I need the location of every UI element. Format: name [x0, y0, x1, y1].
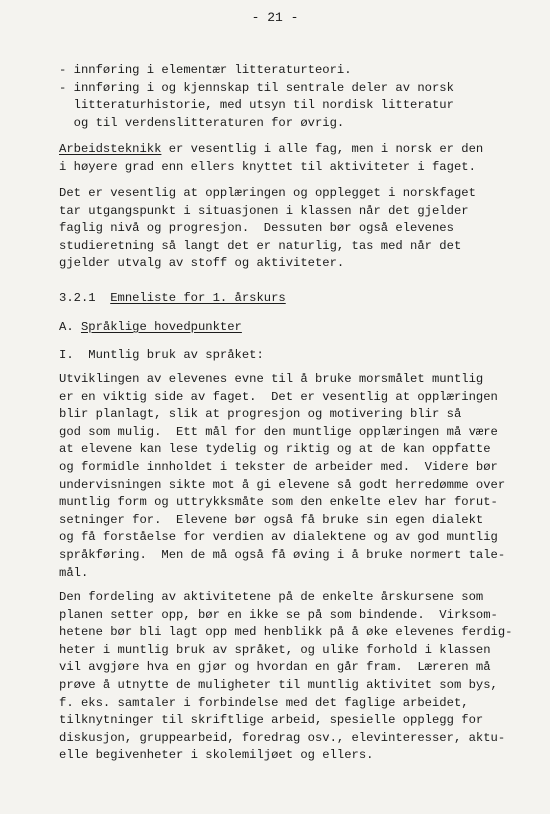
bullet-item: - innføring i elementær litteraturteori.: [59, 63, 352, 77]
item-title: Muntlig bruk av språket:: [88, 348, 264, 362]
subsection-heading: [59, 319, 499, 337]
paragraph-line: elle begivenheter i skolemiljøet og ellers.: [59, 748, 374, 763]
paragraph-line: f. eks. samtaler i forbindelse med det faglige arbeidet,: [59, 695, 469, 710]
paragraph-line: at elevene kan lese tydelig og riktig og at de kan oppfatte: [59, 442, 491, 457]
bullet-list: [59, 62, 499, 132]
paragraph-line: heter i muntlig bruk av språket, og ulike forhold i klassen: [59, 642, 491, 657]
paragraph-line: mål.: [59, 565, 89, 580]
bullet-item-continuation: og til verdenslitteraturen for øvrig.: [59, 115, 345, 130]
paragraph-arbeidsteknikk: [59, 141, 499, 176]
paragraph-line-text: er vesentlig i alle fag, men i norsk er den: [161, 142, 484, 156]
paragraph-line: og formidle innholdet i tekster de arbeider med. Videre bør: [59, 459, 498, 474]
paragraph-line: språkføring. Men de må også få øving i å bruke normert tale-: [59, 547, 506, 562]
section-number: 3.2.1: [59, 291, 96, 305]
paragraph-line: tar utgangspunkt i situasjonen i klassen når det gjelder: [59, 203, 469, 218]
paragraph-line: Det er vesentlig at opplæringen og opplegget i norskfaget: [59, 186, 476, 200]
paragraph-line: blir planlagt, slik at progresjon og motivering blir så: [59, 407, 462, 422]
subsection-letter: A.: [59, 320, 74, 334]
section-title: Emneliste for 1. årskurs: [110, 291, 286, 305]
paragraph-line: er en viktig side av faget. Det er vesentlig at opplæringen: [59, 389, 498, 404]
item-heading: [59, 347, 499, 365]
paragraph-line: god som mulig. Ett mål for den muntlige opplæringen må være: [59, 424, 498, 439]
paragraph-fordeling: [59, 589, 513, 765]
page-number: - 21 -: [251, 10, 299, 25]
paragraph-line: i høyere grad enn ellers knyttet til aktiviteter i faget.: [59, 159, 476, 174]
paragraph-line: muntlig form og uttrykksmåte som den enkelte elev har forut-: [59, 495, 498, 510]
paragraph-line: faglig nivå og progresjon. Dessuten bør også elevenes: [59, 221, 454, 236]
paragraph-muntlig: [59, 371, 506, 582]
paragraph-opplaering: [59, 185, 499, 273]
subsection-title: Språklige hovedpunkter: [80, 320, 242, 334]
paragraph-line: undervisningen sikte mot å gi elevene så godt herredømme over: [59, 477, 506, 492]
paragraph-line: [59, 141, 499, 159]
paragraph-line: setninger for. Elevene bør også få bruke sin egen dialekt: [59, 512, 484, 527]
paragraph-line: diskusjon, gruppearbeid, foredrag osv., elevinteresser, aktu-: [59, 730, 506, 745]
paragraph-line: Den fordeling av aktivitetene på de enkelte årskursene som: [59, 590, 484, 604]
paragraph-line: vil avgjøre hva en gjør og hvordan en går fram. Læreren må: [59, 660, 491, 675]
underlined-term: Arbeidsteknikk: [59, 142, 162, 156]
paragraph-line: gjelder utvalg av stoff og aktiviteter.: [59, 256, 345, 271]
section-heading: [59, 290, 499, 308]
paragraph-line: Utviklingen av elevenes evne til å bruke morsmålet muntlig: [59, 372, 484, 386]
paragraph-line: og få forståelse for verdien av dialektene og av god muntlig: [59, 530, 498, 545]
paragraph-line: prøve å utnytte de muligheter til muntlig aktivitet som bys,: [59, 677, 498, 692]
bullet-item: - innføring i og kjennskap til sentrale deler av norsk: [59, 80, 454, 95]
paragraph-line: planen setter opp, bør en ikke se på som bindende. Virksom-: [59, 607, 498, 622]
bullet-item-continuation: litteraturhistorie, med utsyn til nordisk litteratur: [59, 98, 454, 113]
paragraph-line: tilknytninger til skriftlige arbeid, spesielle opplegg for: [59, 713, 484, 728]
paragraph-line: hetene bør bli lagt opp med henblikk på å øke elevenes ferdig-: [59, 625, 513, 640]
paragraph-line: studieretning så langt det er naturlig, tas med når det: [59, 238, 462, 253]
item-roman: I.: [59, 348, 74, 362]
